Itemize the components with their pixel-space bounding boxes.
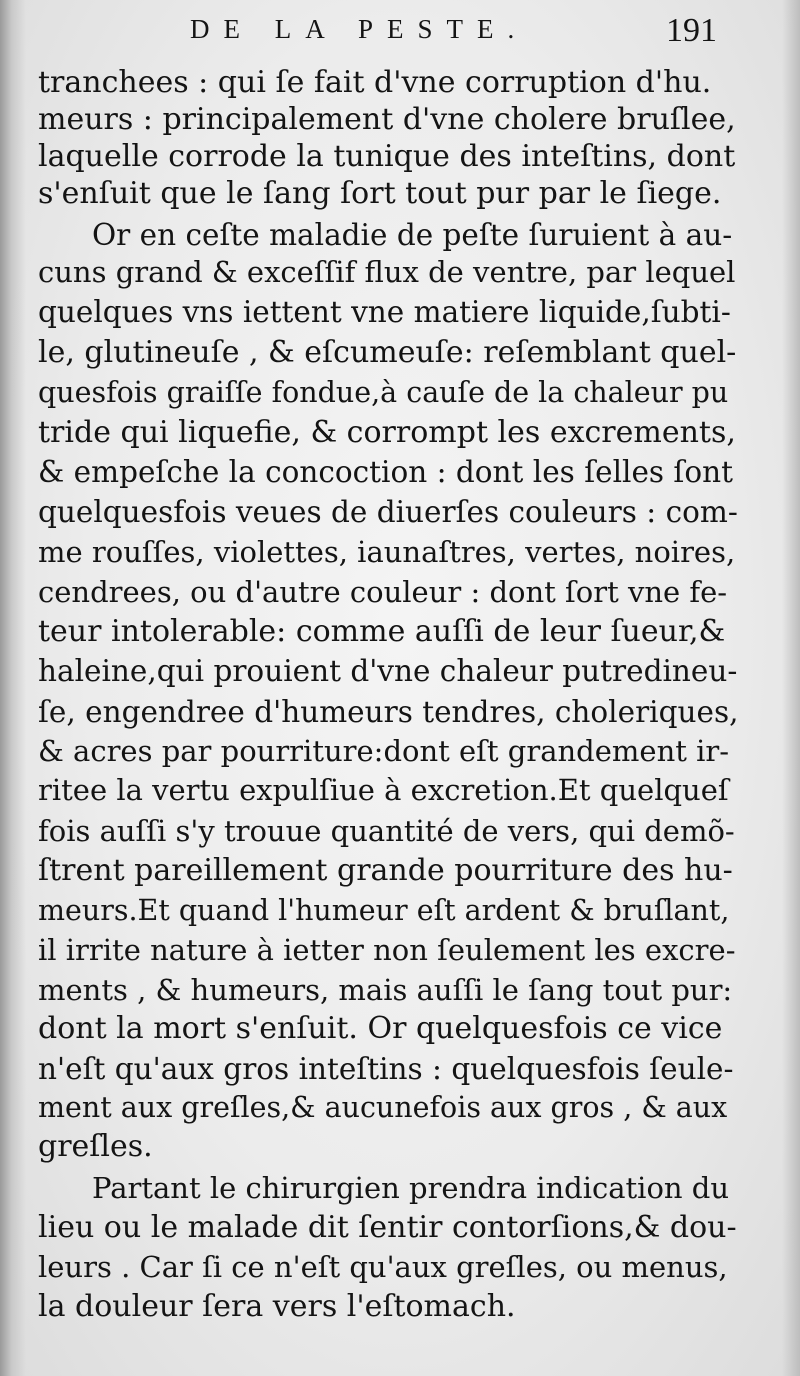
text-line: laquelle corrode la tunique des inteſtins, dont [38, 139, 736, 174]
text-line: ments , & humeurs, mais auſſi le ſang tout pur: [38, 973, 733, 1007]
text-line: me rouſſes, violettes, iaunaſtres, vertes, noires, [38, 535, 736, 569]
text-line: quelquesfois veues de diuerſes couleurs : com- [38, 495, 738, 529]
text-line: ment aux greſles,& aucunefois aux gros , & aux [38, 1091, 728, 1124]
text-line: greſles. [38, 1129, 153, 1164]
page-number: 191 [666, 12, 717, 49]
text-line: quesfois graiſſe fondue,à cauſe de la chaleur pu [38, 376, 729, 409]
text-line: dont la mort s'enſuit. Or quelquesfois ce vice [38, 1011, 723, 1046]
text-line: meurs.Et quand l'humeur eſt ardent & bruſlant, [38, 894, 730, 927]
running-header: DE LA PESTE. [190, 14, 529, 44]
paragraph-start: Or en ceſte maladie de peſte ſuruient à au- [92, 218, 733, 252]
text-line: meurs : principalement d'vne cholere bruſlee, [38, 102, 736, 137]
text-line: n'eſt qu'aux gros inteſtins : quelquesfois ſeule- [38, 1052, 734, 1086]
text-line: haleine,qui prouient d'vne chaleur putredineu- [38, 654, 738, 688]
text-line: & acres par pourriture:dont eſt grandement ir- [38, 734, 730, 768]
text-line: il irrite nature à ietter non ſeulement les excre- [38, 933, 736, 967]
text-line: fois auſſi s'y trouue quantité de vers, qui demõ- [38, 814, 735, 848]
text-line: la douleur ſera vers l'eſtomach. [38, 1289, 516, 1324]
text-line: s'enſuit que le ſang ſort tout pur par le ſiege. [38, 176, 722, 211]
text-line: quelques vns iettent vne matiere liquide,ſubti- [38, 295, 731, 329]
edge-shadow [782, 0, 800, 1376]
text-line: & empeſche la concoction : dont les ſelles ſont [38, 455, 733, 489]
text-line: leurs . Car ſi ce n'eſt qu'aux greſles, ou menus, [38, 1250, 728, 1284]
text-line: ſtrent pareillement grande pourriture des hu- [38, 853, 733, 888]
text-line: teur intolerable: comme auſſi de leur ſueur,& [38, 614, 726, 649]
text-line: ritee la vertu expulſiue à excretion.Et quelqueſ [38, 773, 729, 807]
binding-shadow [0, 0, 26, 1376]
text-line: ſe, engendree d'humeurs tendres, choleriques, [38, 695, 738, 729]
text-line: cuns grand & exceſſif flux de ventre, par lequel [38, 255, 736, 289]
text-line: cendrees, ou d'autre couleur : dont ſort vne fe- [38, 575, 728, 609]
text-line: tranchees : qui ſe fait d'vne corruption d'hu. [38, 65, 712, 100]
text-line: le, glutineuſe , & eſcumeuſe: reſemblant quel- [38, 335, 737, 370]
text-line: lieu ou le malade dit ſentir contorſions,& dou- [38, 1210, 737, 1245]
paragraph-start: Partant le chirurgien prendra indication du [92, 1171, 730, 1205]
text-line: tride qui liquefie, & corrompt les excrements, [38, 415, 736, 450]
